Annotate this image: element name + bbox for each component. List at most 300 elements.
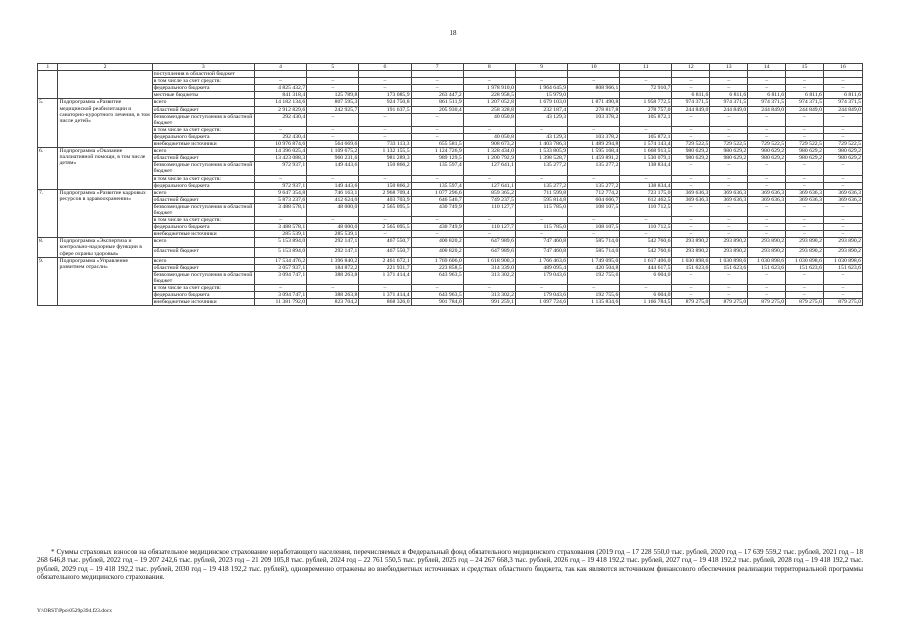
amount-cell: – [786, 78, 824, 85]
amount-cell: 285 539,1 [307, 231, 359, 238]
amount-cell: 293 890,2 [748, 247, 786, 257]
amount-cell: 135 277,2 [568, 162, 620, 175]
amount-cell: 400 820,2 [411, 247, 463, 257]
amount-cell: 1 124 726,9 [411, 148, 463, 155]
amount-cell: 595 814,8 [515, 196, 567, 203]
amount-cell: 980 629,2 [823, 148, 862, 155]
amount-cell: 1 030 898,6 [710, 257, 748, 264]
amount-cell: – [411, 175, 463, 182]
amount-cell: 369 636,3 [786, 189, 824, 196]
amount-cell: – [254, 126, 306, 133]
amount-cell: 1 030 898,6 [748, 257, 786, 264]
amount-cell: 151 623,6 [748, 264, 786, 271]
amount-cell: 6 811,6 [748, 92, 786, 99]
amount-cell: 6 004,0 [620, 292, 672, 299]
amount-cell: 879 275,0 [823, 299, 862, 306]
amount-cell: 1 964 645,9 [515, 85, 567, 92]
amount-cell: 879 275,0 [672, 299, 710, 306]
amount-cell: 542 760,6 [620, 238, 672, 248]
amount-cell: – [710, 203, 748, 216]
amount-cell: 841 318,4 [254, 92, 306, 99]
amount-cell: – [710, 78, 748, 85]
amount-cell: 1 766 463,6 [515, 257, 567, 264]
amount-cell [620, 71, 672, 78]
funding-source: в том числе за счет средств: [152, 285, 254, 292]
amount-cell: – [748, 78, 786, 85]
table-row [38, 78, 863, 85]
column-header: 16 [823, 64, 862, 71]
funding-source: всего [152, 238, 254, 248]
amount-cell: – [359, 175, 411, 182]
amount-cell: 974 371,5 [748, 99, 786, 106]
amount-cell: 747 460,8 [515, 247, 567, 257]
funding-source: поступления в областной бюджет [152, 71, 254, 78]
amount-cell: 173 085,9 [359, 92, 411, 99]
amount-cell: 467 550,7 [359, 247, 411, 257]
amount-cell: – [672, 224, 710, 231]
amount-cell: 6 004,0 [620, 271, 672, 284]
amount-cell: – [786, 217, 824, 224]
amount-cell: – [823, 217, 862, 224]
amount-cell: – [515, 217, 567, 224]
amount-cell [359, 71, 411, 78]
amount-cell: 15 979,0 [515, 92, 567, 99]
amount-cell: – [307, 78, 359, 85]
amount-cell: 430 749,9 [411, 224, 463, 231]
amount-cell: 430 749,9 [411, 203, 463, 216]
amount-cell: – [463, 217, 515, 224]
amount-cell: 403 703,9 [359, 196, 411, 203]
amount-cell: 293 890,2 [672, 238, 710, 248]
amount-cell: 1 530 079,1 [620, 155, 672, 162]
column-header: 1 [38, 64, 58, 71]
column-header: 12 [672, 64, 710, 71]
amount-cell: 879 275,0 [710, 299, 748, 306]
amount-cell: 258 328,8 [463, 106, 515, 113]
column-header: 3 [152, 64, 254, 71]
amount-cell: 6 811,6 [786, 92, 824, 99]
amount-cell: 749 237,5 [463, 196, 515, 203]
footnote: * Суммы страховых взносов на обязательное медицинское страхование неработающего населения, перечисляемых в Федеральный фонд обязательного медицинского страхования (2019 год – 17 228 550,0 тыс. рублей, 2020 год – 17 639 559,2 тыс. рублей, 2021 год – 18 268 646,8 тыс. рублей, 2022 год – 19 207 242,6 тыс. рублей, 2023 год – 21 209 105,8 тыс. рублей, 2024 год – 22 761 550,5 тыс. рублей, 2025 год – 24 267 668,3 тыс. рублей, 2026 год – 19 418 192,2 тыс. рублей, 2027 год – 19 418 192,2 тыс. рублей, 2028 год – 19 418 192,2 тыс. рублей, 2029 год – 19 418 192,2 тыс. рублей, 2030 год – 19 418 192,2 тыс. рублей), одновременно отражены во внебюджетных источниках и средствах областного бюджета, так как являются источником финансового обеспечения реализации территориальной программы обязательного медицинского страхования. [37, 548, 863, 582]
funding-source: областной бюджет [152, 264, 254, 271]
amount-cell: 293 890,2 [710, 238, 748, 248]
amount-cell: 879 275,0 [786, 299, 824, 306]
amount-cell: – [672, 175, 710, 182]
item-number: 7. [38, 189, 58, 238]
amount-cell: 747 460,8 [515, 238, 567, 248]
column-header: 5 [307, 64, 359, 71]
amount-cell: 1 489 294,8 [568, 141, 620, 148]
amount-cell: 135 597,4 [411, 162, 463, 175]
amount-cell: – [672, 182, 710, 189]
amount-cell: – [710, 162, 748, 175]
amount-cell: 138 834,4 [620, 182, 672, 189]
table-row [38, 133, 863, 140]
amount-cell: 974 371,5 [710, 99, 748, 106]
amount-cell: 1 769 606,0 [411, 257, 463, 264]
amount-cell: 179 043,6 [515, 292, 567, 299]
amount-cell: 712 774,2 [568, 189, 620, 196]
amount-cell: 151 623,6 [786, 264, 824, 271]
amount-cell: 729 522,5 [672, 141, 710, 148]
amount-cell: 1 371 414,4 [359, 271, 411, 284]
amount-cell [254, 71, 306, 78]
amount-cell: 369 636,3 [748, 189, 786, 196]
table-row [38, 71, 863, 78]
amount-cell: – [823, 162, 862, 175]
amount-cell: – [307, 85, 359, 92]
amount-cell: 1 328 434,0 [463, 148, 515, 155]
program-name: Подпрограмма «Оказание паллиативной помощи, в том числе детям» [58, 148, 152, 190]
amount-cell: – [672, 162, 710, 175]
amount-cell: – [710, 217, 748, 224]
amount-cell: – [748, 231, 786, 238]
amount-cell: 643 963,5 [411, 271, 463, 284]
amount-cell: – [710, 85, 748, 92]
amount-cell: – [786, 285, 824, 292]
amount-cell: 151 623,6 [672, 264, 710, 271]
amount-cell: 879 275,0 [748, 299, 786, 306]
table-row [38, 247, 863, 257]
amount-cell [568, 71, 620, 78]
amount-cell: 647 989,6 [463, 247, 515, 257]
table-row [38, 285, 863, 292]
amount-cell: 655 581,5 [411, 141, 463, 148]
funding-source: в том числе за счет средств: [152, 217, 254, 224]
amount-cell: – [620, 126, 672, 133]
amount-cell: 293 890,2 [823, 238, 862, 248]
amount-cell: 980 629,2 [748, 155, 786, 162]
amount-cell [620, 92, 672, 99]
column-header: 14 [748, 64, 786, 71]
amount-cell: 221 931,7 [359, 264, 411, 271]
amount-cell: – [748, 113, 786, 126]
table-row [38, 196, 863, 203]
program-name [58, 71, 152, 99]
amount-cell: 5 873 237,6 [254, 196, 306, 203]
amount-cell: 1 617 406,0 [620, 257, 672, 264]
amount-cell: 110 712,5 [620, 203, 672, 216]
amount-cell: 1 030 898,6 [823, 257, 862, 264]
amount-cell: – [463, 231, 515, 238]
amount-cell: 150 866,2 [359, 162, 411, 175]
amount-cell: – [254, 285, 306, 292]
amount-cell: 110 712,5 [620, 224, 672, 231]
amount-cell: 989 129,5 [411, 155, 463, 162]
amount-cell [748, 71, 786, 78]
amount-cell: – [620, 217, 672, 224]
column-header: 15 [786, 64, 824, 71]
amount-cell: 127 641,1 [463, 162, 515, 175]
funding-source: федерального бюджета [152, 133, 254, 140]
amount-cell: 1 030 898,6 [672, 257, 710, 264]
amount-cell: 1 166 784,5 [620, 299, 672, 306]
amount-cell: – [823, 203, 862, 216]
amount-cell: 110 127,7 [463, 203, 515, 216]
amount-cell: 733 113,3 [359, 141, 411, 148]
amount-cell: – [748, 126, 786, 133]
amount-cell: 17 534 476,2 [254, 257, 306, 264]
amount-cell: 1 207 052,8 [463, 99, 515, 106]
amount-cell: 105 872,1 [620, 113, 672, 126]
amount-cell: 542 760,6 [620, 247, 672, 257]
program-name: Подпрограмма «Экспертиза и контрольно-надзорные функции в сфере охраны здоровья» [58, 238, 152, 257]
amount-cell: 135 277,2 [568, 182, 620, 189]
amount-cell: 313 302,2 [463, 271, 515, 284]
amount-cell: 807 595,3 [307, 99, 359, 106]
amount-cell: 901 784,0 [411, 299, 463, 306]
amount-cell: 278 817,8 [568, 106, 620, 113]
table-row [38, 238, 863, 248]
amount-cell: – [411, 231, 463, 238]
amount-cell: – [254, 217, 306, 224]
amount-cell: 6 811,6 [672, 92, 710, 99]
amount-cell: 191 637,5 [359, 106, 411, 113]
amount-cell: 823 704,2 [307, 299, 359, 306]
amount-cell: – [710, 285, 748, 292]
amount-cell: – [672, 217, 710, 224]
amount-cell [710, 71, 748, 78]
item-number: 8. [38, 238, 58, 257]
amount-cell: 108 107,5 [568, 224, 620, 231]
amount-cell [823, 71, 862, 78]
amount-cell: – [463, 78, 515, 85]
table-row [38, 217, 863, 224]
amount-cell: – [411, 133, 463, 140]
amount-cell: 9 647 354,8 [254, 189, 306, 196]
amount-cell: 125 789,8 [307, 92, 359, 99]
funding-source: безвозмездные поступления в областной бюджет [152, 271, 254, 284]
amount-cell: – [672, 285, 710, 292]
amount-cell: – [359, 113, 411, 126]
amount-cell: – [411, 285, 463, 292]
amount-cell: 2 565 095,5 [359, 203, 411, 216]
amount-cell: 585 714,0 [568, 238, 620, 248]
amount-cell: 48 000,0 [307, 203, 359, 216]
amount-cell: 184 872,2 [307, 264, 359, 271]
amount-cell: – [672, 292, 710, 299]
amount-cell: – [359, 78, 411, 85]
amount-cell: 746 163,1 [307, 189, 359, 196]
item-number: 6. [38, 148, 58, 190]
amount-cell: 729 522,5 [710, 141, 748, 148]
amount-cell: – [786, 231, 824, 238]
amount-cell: 974 371,5 [823, 99, 862, 106]
column-header: 8 [463, 64, 515, 71]
amount-cell: – [411, 85, 463, 92]
amount-cell: 4 825 432,7 [254, 85, 306, 92]
table-row [38, 224, 863, 231]
table-row [38, 155, 863, 162]
amount-cell: 151 623,6 [823, 264, 862, 271]
amount-cell [463, 71, 515, 78]
amount-cell: – [359, 285, 411, 292]
amount-cell: – [568, 78, 620, 85]
amount-cell: – [823, 271, 862, 284]
amount-cell: 908 673,2 [463, 141, 515, 148]
amount-cell: 467 550,7 [359, 238, 411, 248]
amount-cell: 1 077 296,6 [411, 189, 463, 196]
amount-cell: 861 511,9 [411, 99, 463, 106]
amount-cell: – [307, 217, 359, 224]
amount-cell: 192 755,6 [568, 271, 620, 284]
amount-cell: – [823, 285, 862, 292]
amount-cell: 103 378,2 [568, 113, 620, 126]
amount-cell: 103 378,2 [568, 133, 620, 140]
amount-cell: 2 565 095,5 [359, 224, 411, 231]
amount-cell: 2 912 829,6 [254, 106, 306, 113]
amount-cell: – [823, 182, 862, 189]
amount-cell: – [748, 224, 786, 231]
amount-cell: – [748, 292, 786, 299]
amount-cell: – [307, 113, 359, 126]
funding-source: областной бюджет [152, 247, 254, 257]
amount-cell: 43 129,3 [515, 133, 567, 140]
amount-cell: 981 289,3 [359, 155, 411, 162]
amount-cell: 1 200 792,9 [463, 155, 515, 162]
amount-cell: – [359, 231, 411, 238]
amount-cell: – [710, 231, 748, 238]
column-header: 11 [620, 64, 672, 71]
item-number: 5. [38, 99, 58, 148]
amount-cell: – [748, 217, 786, 224]
funding-source: федерального бюджета [152, 182, 254, 189]
item-number: 9. [38, 257, 58, 306]
amount-cell: 1 978 910,0 [463, 85, 515, 92]
amount-cell: 292 147,1 [307, 247, 359, 257]
amount-cell: 974 371,5 [672, 99, 710, 106]
funding-source: безвозмездные поступления в областной бюджет [152, 203, 254, 216]
amount-cell: 1 958 772,5 [620, 99, 672, 106]
amount-cell: 14 182 134,6 [254, 99, 306, 106]
program-name: Подпрограмма «Управление развитием отрасли» [58, 257, 152, 306]
table-row [38, 85, 863, 92]
amount-cell: – [823, 175, 862, 182]
amount-cell: – [463, 175, 515, 182]
amount-cell: – [515, 126, 567, 133]
amount-cell: 1 574 143,4 [620, 141, 672, 148]
amount-cell: – [515, 78, 567, 85]
amount-cell: – [748, 203, 786, 216]
amount-cell: 285 539,1 [254, 231, 306, 238]
amount-cell: 369 636,3 [672, 189, 710, 196]
amount-cell: – [786, 133, 824, 140]
amount-cell: 149 443,6 [307, 182, 359, 189]
amount-cell: 278 757,0 [620, 106, 672, 113]
amount-cell: 40 050,8 [463, 113, 515, 126]
amount-cell: – [359, 217, 411, 224]
amount-cell: – [786, 113, 824, 126]
amount-cell: 489 095,4 [515, 264, 567, 271]
amount-cell: 223 858,5 [411, 264, 463, 271]
column-header: 9 [515, 64, 567, 71]
amount-cell: 2 968 709,4 [359, 189, 411, 196]
amount-cell: 1 403 786,3 [515, 141, 567, 148]
amount-cell: – [620, 285, 672, 292]
column-header: 4 [254, 64, 306, 71]
amount-cell: 564 669,6 [307, 141, 359, 148]
table-row [38, 203, 863, 216]
amount-cell: – [748, 175, 786, 182]
table-row [38, 92, 863, 99]
amount-cell: – [710, 113, 748, 126]
amount-cell: 192 755,6 [568, 292, 620, 299]
amount-cell: 1 097 724,6 [515, 299, 567, 306]
amount-cell: 127 641,1 [463, 182, 515, 189]
amount-cell: – [568, 175, 620, 182]
column-header: 13 [710, 64, 748, 71]
amount-cell: 980 629,2 [672, 148, 710, 155]
amount-cell: 369 636,3 [823, 189, 862, 196]
amount-cell: 1 109 675,2 [307, 148, 359, 155]
amount-cell: – [786, 85, 824, 92]
amount-cell: – [672, 85, 710, 92]
amount-cell: – [672, 231, 710, 238]
amount-cell: – [515, 285, 567, 292]
funding-source: в том числе за счет средств: [152, 175, 254, 182]
amount-cell: 110 127,7 [463, 224, 515, 231]
amount-cell: 11 381 792,0 [254, 299, 306, 306]
amount-cell: 924 750,8 [359, 99, 411, 106]
funding-source: в том числе за счет средств: [152, 78, 254, 85]
amount-cell: – [254, 78, 306, 85]
amount-cell: 135 597,4 [411, 182, 463, 189]
amount-cell: – [568, 231, 620, 238]
column-header: 2 [58, 64, 152, 71]
amount-cell: 1 618 900,3 [463, 257, 515, 264]
column-header: 6 [359, 64, 411, 71]
amount-cell [515, 71, 567, 78]
amount-cell: 723 175,0 [620, 189, 672, 196]
item-number [38, 71, 58, 99]
amount-cell: 3 488 578,1 [254, 203, 306, 216]
amount-cell: 293 890,2 [710, 247, 748, 257]
column-header: 7 [411, 64, 463, 71]
amount-cell: 48 000,0 [307, 224, 359, 231]
amount-cell: – [710, 126, 748, 133]
funding-source: местные бюджеты [152, 92, 254, 99]
amount-cell: 980 629,2 [710, 148, 748, 155]
amount-cell: 1 132 155,5 [359, 148, 411, 155]
amount-cell: 388 263,8 [307, 292, 359, 299]
amount-cell: – [786, 162, 824, 175]
table-row [38, 162, 863, 175]
amount-cell: 244 849,0 [786, 106, 824, 113]
amount-cell: – [568, 285, 620, 292]
funding-source: внебюджетные источники [152, 141, 254, 148]
funding-source: областной бюджет [152, 106, 254, 113]
table-row [38, 189, 863, 196]
amount-cell: 263 447,2 [411, 92, 463, 99]
amount-cell: 293 890,2 [748, 238, 786, 248]
amount-cell: 1 595 168,4 [568, 148, 620, 155]
amount-cell: 13 423 088,3 [254, 155, 306, 162]
amount-cell: – [359, 133, 411, 140]
amount-cell: 115 785,0 [515, 203, 567, 216]
amount-cell: 980 629,2 [823, 155, 862, 162]
amount-cell: 105 872,1 [620, 133, 672, 140]
amount-cell: – [823, 126, 862, 133]
amount-cell: – [748, 133, 786, 140]
amount-cell: 1 030 898,6 [786, 257, 824, 264]
amount-cell: 1 135 834,6 [568, 299, 620, 306]
amount-cell: 6 811,6 [710, 92, 748, 99]
amount-cell: – [307, 175, 359, 182]
table-row [38, 175, 863, 182]
amount-cell: 604 666,7 [568, 196, 620, 203]
amount-cell: 40 050,8 [463, 133, 515, 140]
amount-cell: 3 094 747,1 [254, 271, 306, 284]
